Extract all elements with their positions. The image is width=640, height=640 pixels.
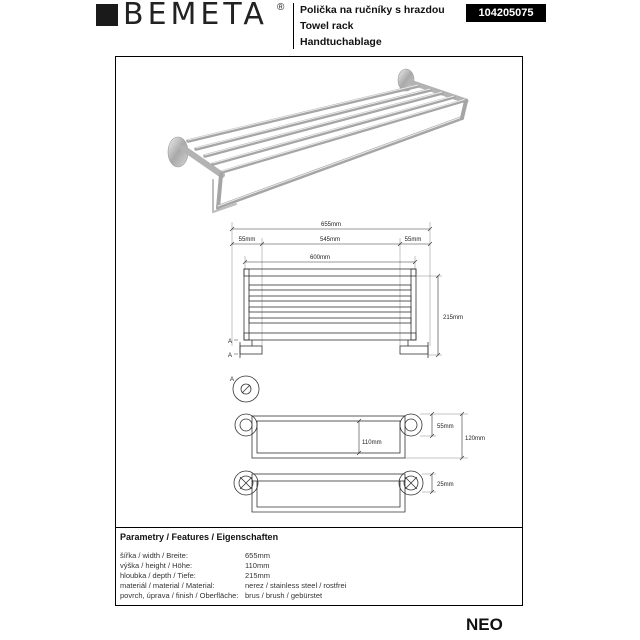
bottom-view [234,471,454,512]
product-title-english: Towel rack [300,20,354,32]
rack-bar [249,285,411,290]
product-title-czech: Polička na ručníky s hrazdou [300,4,445,16]
top-view-frame [252,416,405,458]
left-flange-outline [235,414,257,436]
parameter-value-finish: brus / brush / gebürstet [245,591,323,600]
detail-a-label: A [230,377,235,383]
dimension-bar-length-label: 600mm [309,255,331,261]
parameters-separator [116,527,522,528]
registered-trademark-mark: ® [277,2,285,13]
bottom-view-top-bar [252,474,405,481]
left-flange-crosshair [240,477,252,489]
front-view [228,222,463,359]
section-mark-a-bottom: A [228,353,233,359]
dimension-inner-height-label: 110mm [362,440,382,446]
rack-bar-highlight [205,92,442,155]
dimension-total-height-label: 120mm [465,436,486,442]
rack-shelf-bar [205,93,442,156]
parameter-label-depth: hloubka / depth / Tiefe: [120,571,196,580]
section-mark-a-top: A [228,339,233,345]
parameter-label-finish: povrch, úprava / finish / Oberfläche: [120,591,239,600]
top-view [235,412,485,460]
dimension-right-offset-label: 55mm [404,237,422,243]
rack-bar-highlight [196,89,430,148]
dimension-flange-diameter-label: 55mm [437,424,454,430]
rack-right-post [411,269,416,340]
top-view-inner-frame [257,421,400,453]
rack-left-post [244,269,249,340]
right-flange-outline [400,414,422,436]
parameter-value-height: 110mm [245,561,270,570]
right-flange-inner [405,419,417,431]
right-flange-crosshair [405,477,417,489]
dimension-overall-width-label: 655mm [320,222,342,228]
rack-top-rail [244,269,416,276]
product-photo [168,69,466,212]
parameter-value-width: 655mm [245,551,271,560]
dimension-left-offset-label: 55mm [238,237,256,243]
bottom-view-frame [252,481,405,512]
detail-a-slash [242,385,250,393]
front-right-post [462,101,466,118]
dimension-depth-label: 215mm [443,315,464,321]
rack-bar [249,307,411,312]
parameter-label-height: výška / height / Höhe: [120,561,193,570]
parameters-heading: Parametry / Features / Eigenschaften [120,532,279,542]
product-title-german: Handtuchablage [300,36,382,48]
dimension-center-span-label: 545mm [319,237,341,243]
parameter-label-material: materiál / material / Material: [120,581,215,590]
rack-bar [249,318,411,323]
front-left-post [218,175,221,208]
rack-shelf-bar [188,86,418,141]
rack-bottom-rail [244,333,416,340]
right-wall-mount [400,346,428,354]
left-flange-inner [240,419,252,431]
rack-bar [249,296,411,301]
dimension-flange-depth-label: 25mm [437,482,454,488]
left-wall-mount [240,346,262,354]
brand-logo-text: BEMETA [123,0,268,32]
parameter-label-width: šířka / width / Breite: [120,551,188,560]
parameter-value-material: nerez / stainless steel / rostfrei [245,581,347,590]
product-code-badge: 104205075 [466,4,546,22]
parameter-value-depth: 215mm [245,571,271,580]
product-series-name: NEO [466,615,503,634]
detail-a [230,376,259,402]
section-cut-line [234,340,238,354]
